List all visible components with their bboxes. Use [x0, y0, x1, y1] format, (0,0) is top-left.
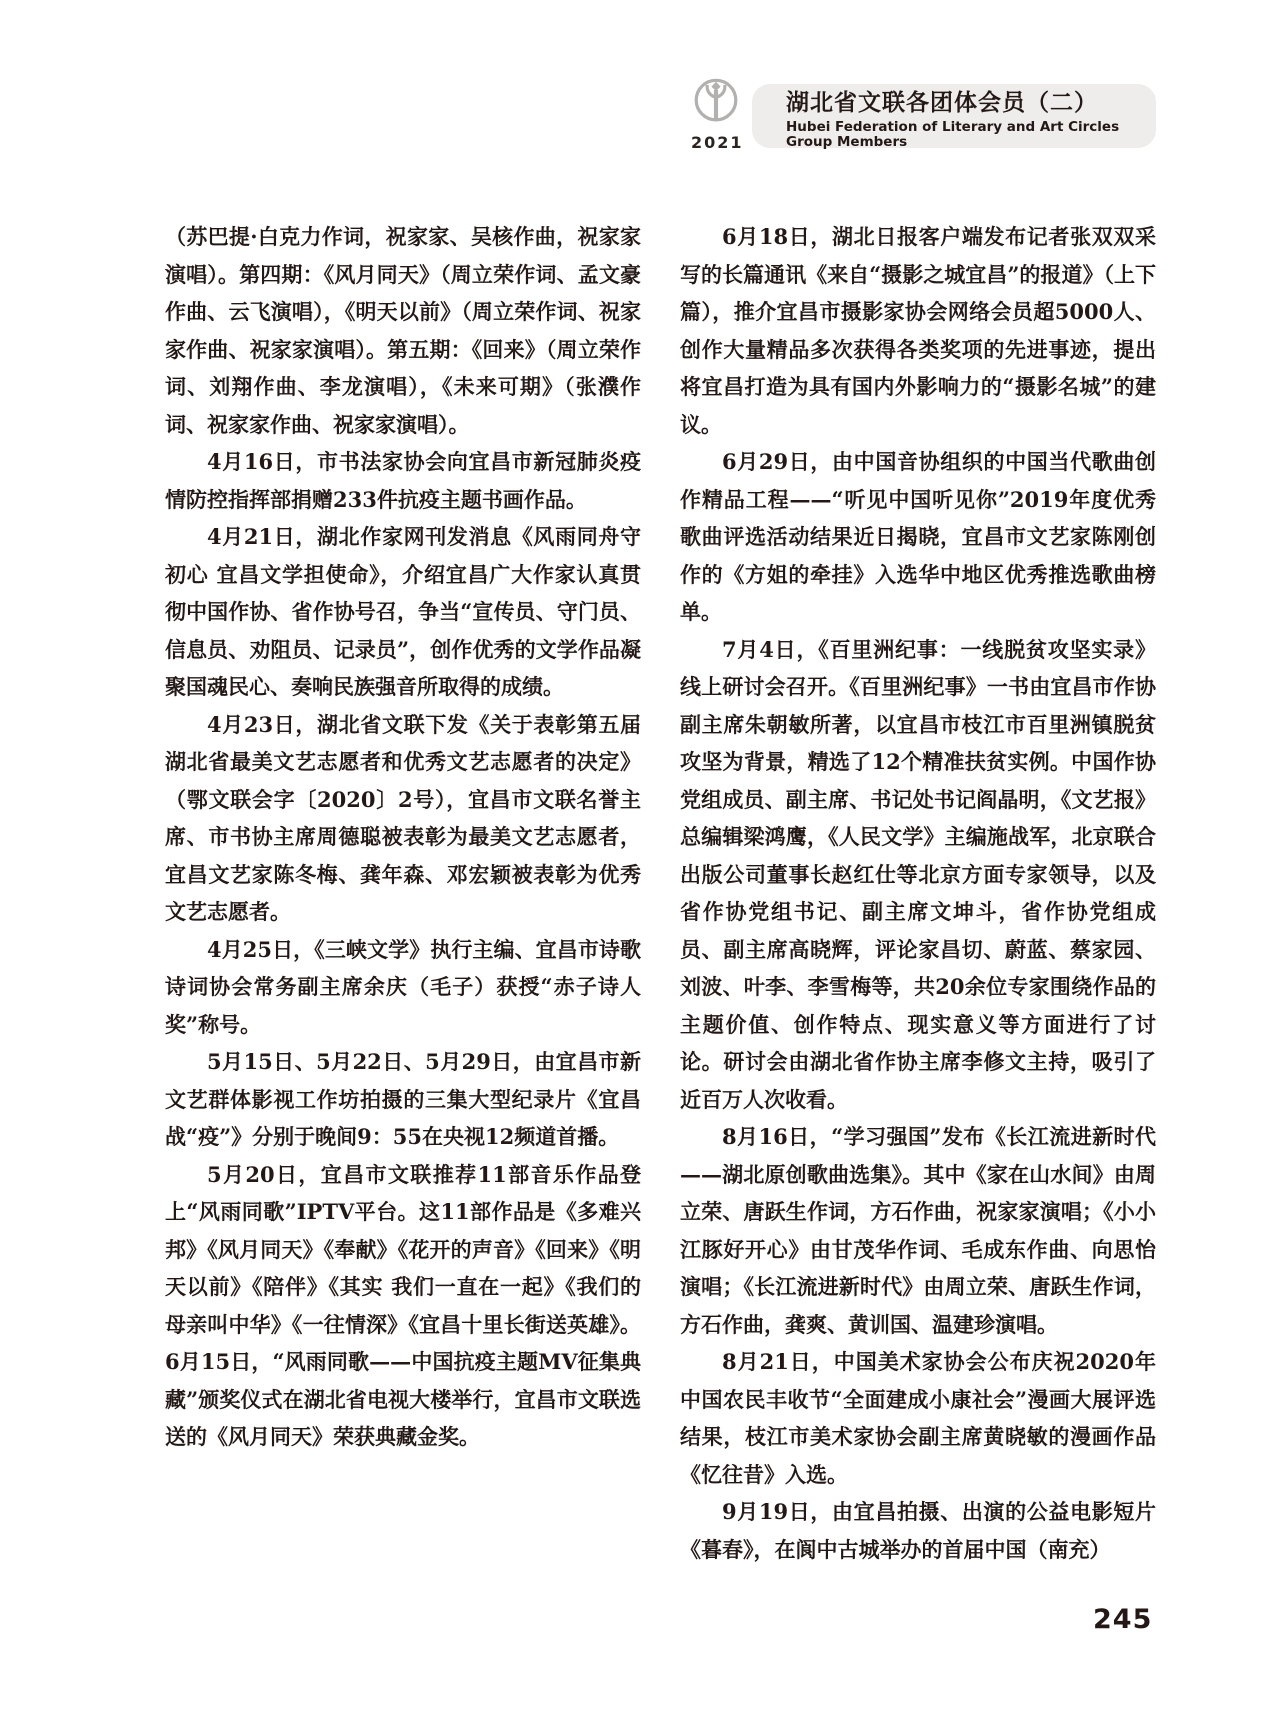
paragraph: 4月25日，《三峡文学》执行主编、宜昌市诗歌诗词协会常务副主席余庆（毛子）获授“赤子诗人奖”称号。	[165, 936, 641, 1037]
paragraph: 6月18日，湖北日报客户端发布记者张双双采写的长篇通讯《来自“摄影之城宜昌”的报道》（上下篇），推介宜昌市摄影家协会网络会员超5000人、创作大量精品多次获得各类奖项的先进事迹，提出将宜昌打造为具有国内外影响力的“摄影名城”的建议。	[680, 224, 1156, 437]
page-subtitle-en: Hubei Federation of Literary and Art Circles Group Members	[786, 118, 1120, 150]
header-title-box	[752, 84, 1156, 148]
paragraph: 4月23日，湖北省文联下发《关于表彰第五届湖北省最美文艺志愿者和优秀文艺志愿者的决定》（鄂文联会字〔2020〕2号），宜昌市文联名誉主席、市书协主席周德聪被表彰为最美文艺志愿者，宜昌文艺家陈冬梅、龚年森、邓宏颖被表彰为优秀文艺志愿者。	[165, 711, 641, 924]
page-number: 245	[1093, 1604, 1153, 1635]
logo-block	[691, 78, 744, 152]
paragraph: 8月16日，“学习强国”发布《长江流进新时代——湖北原创歌曲选集》。其中《家在山水间》由周立荣、唐跃生作词，方石作曲，祝家家演唱；《小小江豚好开心》由甘茂华作词、毛成东作曲、向思怡演唱；《长江流进新时代》由周立荣、唐跃生作词，方石作曲，龚爽、黄训国、温建珍演唱。	[680, 1124, 1156, 1337]
page-title: 湖北省文联各团体会员（二）	[786, 89, 1098, 116]
paragraph: 4月16日，市书法家协会向宜昌市新冠肺炎疫情防控指挥部捐赠233件抗疫主题书画作品。	[165, 449, 641, 512]
paragraph: 4月21日，湖北作家网刊发消息《风雨同舟守初心 宜昌文学担使命》，介绍宜昌广大作家认真贯彻中国作协、省作协号召，争当“宣传员、守门员、信息员、劝阻员、记录员”，创作优秀的文学作品凝聚国魂民心、奏响民族强音所取得的成绩。	[165, 524, 641, 699]
logo-year: 2021	[691, 133, 744, 152]
federation-logo-icon	[693, 78, 739, 124]
paragraph: 9月19日，由宜昌拍摄、出演的公益电影短片《暮春》，在阆中古城举办的首届中国（南充）	[680, 1499, 1156, 1562]
paragraph: 6月29日，由中国音协组织的中国当代歌曲创作精品工程——“听见中国听见你”2019年度优秀歌曲评选活动结果近日揭晓，宜昌市文艺家陈刚创作的《方姐的牵挂》入选华中地区优秀推选歌曲榜单。	[680, 449, 1156, 624]
paragraph: 5月15日、5月22日、5月29日，由宜昌市新文艺群体影视工作坊拍摄的三集大型纪录片《宜昌战“疫”》分别于晚间9：55在央视12频道首播。	[165, 1049, 641, 1149]
paragraph: 8月21日，中国美术家协会公布庆祝2020年中国农民丰收节“全面建成小康社会”漫画大展评选结果，枝江市美术家协会副主席黄晓敏的漫画作品《忆往昔》入选。	[680, 1349, 1156, 1487]
paragraph: （苏巴提·白克力作词，祝家家、吴核作曲，祝家家演唱）。第四期：《风月同天》（周立荣作词、孟文豪作曲、云飞演唱），《明天以前》（周立荣作词、祝家家作曲、祝家家演唱）。第五期：《回来》（周立荣作词、刘翔作曲、李龙演唱），《未来可期》（张濮作词、祝家家作曲、祝家家演唱）。	[165, 224, 641, 437]
paragraph: 7月4日，《百里洲纪事：一线脱贫攻坚实录》线上研讨会召开。《百里洲纪事》一书由宜昌市作协副主席朱朝敏所著，以宜昌市枝江市百里洲镇脱贫攻坚为背景，精选了12个精准扶贫实例。中国作协党组成员、副主席、书记处书记阎晶明，《文艺报》总编辑梁鸿鹰，《人民文学》主编施战军，北京联合出版公司董事长赵红仕等北京方面专家领导，以及省作协党组书记、副主席文坤斗，省作协党组成员、副主席高晓辉，评论家昌切、蔚蓝、蔡家园、刘波、叶李、李雪梅等，共20余位专家围绕作品的主题价值、创作特点、现实意义等方面进行了讨论。研讨会由湖北省作协主席李修文主持，吸引了近百万人次收看。	[680, 636, 1156, 1112]
left-column	[165, 218, 641, 1568]
right-column	[680, 218, 1156, 1568]
text-columns	[165, 218, 1156, 1568]
paragraph: 5月20日，宜昌市文联推荐11部音乐作品登上“风雨同歌”IPTV平台。这11部作品是《多难兴邦》《风月同天》《奉献》《花开的声音》《回来》《明天以前》《陪伴》《其实 我们一直在一起》《我们的母亲叫中华》《一往情深》《宜昌十里长街送英雄》。6月15日，“风雨同歌——中国抗疫主题MV征集典藏”颁奖仪式在湖北省电视大楼举行，宜昌市文联选送的《风月同天》荣获典藏金奖。	[165, 1161, 641, 1449]
